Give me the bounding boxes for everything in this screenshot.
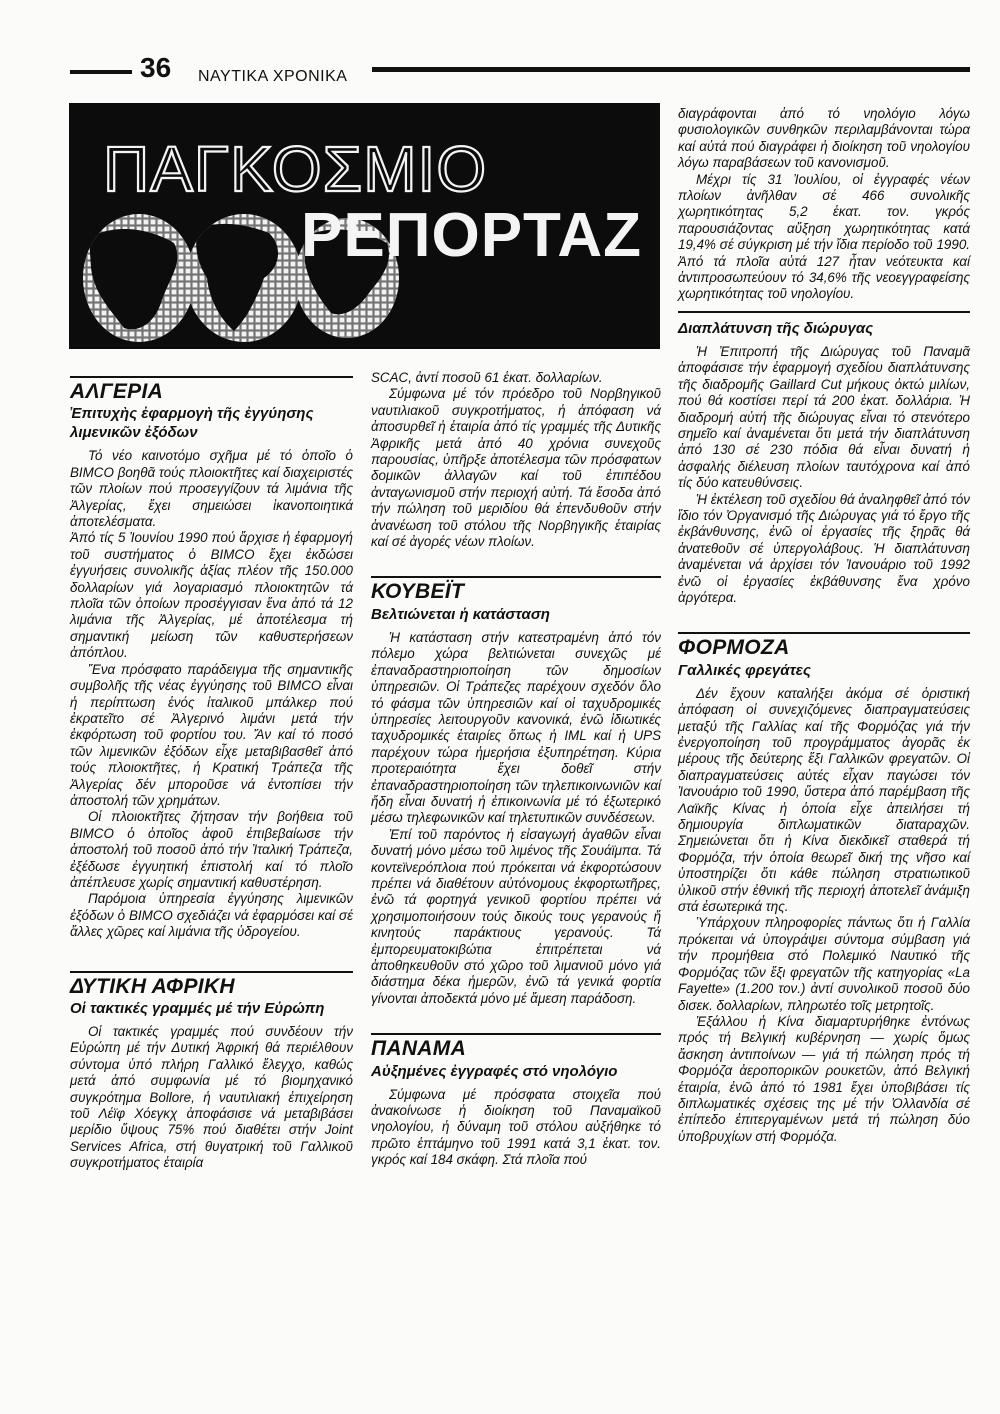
subhead-kuwait: Βελτιώνεται ἡ κατάσταση bbox=[371, 605, 550, 623]
paragraph: διαγράφονται ἀπό τό νηολόγιο λόγω φυσιολογικῶν συνθηκῶν περιλαμβάνονται τώρα καί αὐτά πού διαγράφει ἡ διοίκηση τοῦ νηολογίου λόγω παραβάσεων τοῦ κανονισμοῦ. bbox=[678, 106, 970, 171]
paragraph: Σύμφωνα μέ πρόσφατα στοιχεῖα πού ἀνακοίνωσε ἡ διοίκηση τοῦ Παναμαϊκοῦ νηολογίου, ἡ δύναμη τοῦ στόλου αὐξήθηκε τό πρῶτο ἑπτάμηνο τοῦ 1991 κατά 3,1 ἑκατ. τον. γκρός καί 184 σκάφη. Στά πλοῖα πού bbox=[371, 1086, 661, 1168]
section-rule bbox=[678, 311, 970, 313]
paragraph: Ἡ Ἐπιτροπή τῆς Διώρυγας τοῦ Παναμᾶ ἀποφάσισε τήν ἐφαρμογή σχεδίου διαπλάτυνσης τῆς διαδρομῆς Gaillard Cut μήκους ὀκτώ μιλίων, πού θά κοστίσει περί τά 200 ἑκατ. δολλάρια. Ἡ διαδρομή αὐτή τῆς διώρυγας εἶναι τό στενότερο σημεῖο καί ἀναμένεται ὅτι μετά τήν διαπλάτυνση ἀπό 130 σέ 230 πόδια θά εἶναι δυνατή ἡ ἀσφαλής διέλευση πλοίων ταυτόχρονα καί ἀπό τίς δύο κατευθύνσεις. bbox=[678, 343, 970, 491]
subhead-canal: Διαπλάτυνση τῆς διώρυγας bbox=[678, 319, 874, 337]
paragraph: Ὑπάρχουν πληροφορίες πάντως ὅτι ἡ Γαλλία πρόκειται νά ὑπογράψει σύντομα σύμβαση γιά τήν προμήθεια στό Πολεμικό Ναυτικό τῆς Φορμόζας τῶν ἕξι φρεγατῶν τῆς κατηγορίας «La Fayette» (1.200 τον.) ἀντί συνολικοῦ ποσοῦ δύο δισεκ. δολλαρίων, πληρωτέο τοῖς μετρητοῖς. bbox=[678, 915, 970, 1013]
paragraph: Οἱ τακτικές γραμμές πού συνδέουν τήν Εὐρώπη μέ τήν Δυτική Ἀφρική θά περιέλθουν σύντομα ὑπό πλήρη Γαλλικό ἔλεγχο, καθώς μετά ἀπό συμφωνία μέ τό βιομηχανικό συγκρότημα Bollore, ἡ ναυτιλιακή ἐπιχείρηση τοῦ Λέϊφ Χόεγκχ ἀποφάσισε νά μεταβιβάσει μερίδιο ὕψους 75% πού διαθέτει στήν Joint Services Africa, στή θυγατρική τοῦ Γαλλικοῦ συγκροτήματος ἑταιρία bbox=[70, 1024, 353, 1171]
world-report-banner bbox=[69, 103, 660, 349]
header-rule-right bbox=[372, 67, 970, 72]
paragraph: Ἐπί τοῦ παρόντος ἡ εἰσαγωγή ἀγαθῶν εἶναι δυνατή μόνο μέσω τοῦ λιμένος τῆς Σουάϊμπα. Τά κοντεϊνερόπλοια πού πρόκειται νά ἐκφορτώσουν πρέπει νά διαθέτουν αὐτόνομους ἐκφορτωτῆρες, ἐνῶ τά φορτηγά γενικοῦ φορτίου πρέπει νά χρησιμοποιήσουν τούς δικούς τους γερανούς ἤ κινητούς παράκτιους γερανούς. Τά ἐμπορευματοκιβώτια ἐπιτρέπεται νά ἀποθηκευθοῦν στό χῶρο τοῦ λιμανιοῦ μόνο γιά διάστημα δέκα ἡμερῶν, ἐνῶ τά γενικά φορτία γίνονται ἀποδεκτά μόνο μέ ἄμεση παράδοση. bbox=[371, 826, 661, 1006]
paragraph: Ἕνα πρόσφατο παράδειγμα τῆς σημαντικῆς συμβολῆς τῆς νέας ἐγγύησης τοῦ BIMCO εἶναι ἡ περίπτωση ἑνός ἰταλικοῦ μπάλκερ πού ἐκρατεῖτο σέ Ἀλγερινό λιμάνι μετά τήν ἐκφόρτωση τοῦ φορτίου του. Ἄν καί τό ποσό τῶν λιμενικῶν ἐξόδων εἶχε μεταβιβασθεῖ ἀπό τούς πλοιοκτῆτες, ἡ Κρατική Τράπεζα τῆς Ἀλγερίας δέν μποροῦσε νά ἐντοπίσει τήν ἀποστολή τῶν χρημάτων. bbox=[70, 661, 353, 808]
globe-graphic bbox=[69, 103, 660, 349]
paragraph: Δέν ἔχουν καταλήξει ἀκόμα σέ ὁριστική ἀπόφαση οἱ συνεχιζόμενες διαπραγματεύσεις μεταξύ τῆς Γαλλίας καί τῆς Φορμόζας γιά τήν ἐνεργοποίηση τοῦ προγράμματος ἀγορᾶς ἐκ μέρους τῆς δεύτερης ἕξι Γαλλικῶν φρεγατῶν. Οἱ διαπραγματεύσεις αὐτές εἶχαν παγώσει τόν Ἰανουάριο τοῦ 1990, ὕστερα ἀπό παρέμβαση τῆς Λαϊκῆς Κίνας ἡ ὁποία εἶχε ἀπειλήσει τή δημιουργία διπλωματικῶν διαταραχῶν. Σημειώνεται ὅτι ἡ Κίνα διεκδικεῖ σταθερά τή Φορμόζα, τήν ὁποία θεωρεῖ δική της νῆσο καί ὑποστηρίζει ὅτι κάθε πώληση στρατιωτικοῦ ὑλικοῦ στήν ἐθνική τῆς περιοχή ἀποτελεῖ ἀνάμιξη στά ἐσωτερικά της. bbox=[678, 685, 970, 915]
paragraph: Τό νέο καινοτόμο σχῆμα μέ τό ὁποῖο ὁ BIMCO βοηθᾶ τούς πλοιοκτῆτες καί διαχειριστές τῶν πλοίων πού προσεγγίζουν τά λιμάνια τῆς Ἀλγερίας, ἔχει σημειώσει ἱκανοποιητικά ἀποτελέσματα. bbox=[70, 448, 353, 530]
subhead-panama: Αὐξημένες ἐγγραφές στό νηολόγιο bbox=[371, 1062, 618, 1080]
globe-left bbox=[79, 208, 199, 348]
section-title-panama: ΠΑΝΑΜΑ bbox=[371, 1037, 467, 1061]
globe-middle bbox=[179, 208, 309, 348]
publication-name: ΝΑΥΤΙΚΑ ΧΡΟΝΙΚΑ bbox=[198, 68, 348, 85]
paragraph: Μέχρι τίς 31 Ἰουλίου, οἱ ἐγγραφές νέων πλοίων ἀνῆλθαν σέ 466 συνολικῆς χωρητικότητας 5,2 ἑκατ. τον. γκρός παρουσιάζοντας αὔξηση χωρητικότητας κατά 19,4% σέ σύγκριση μέ τήν ἴδια περίοδο τοῦ 1990. Ἀπό τά πλοῖα αὐτά 127 ἦταν νεότευκτα καί ἀντιπροσωπεύουν τό 34,6% τῆς νεοεγγραφείσης χωρητικότητας τοῦ νηολογίου. bbox=[678, 171, 970, 302]
header-rule-left bbox=[70, 70, 132, 74]
section-rule bbox=[70, 376, 353, 378]
section-rule bbox=[70, 971, 353, 973]
paragraph: Ἡ κατάσταση στήν κατεστραμένη ἀπό τόν πόλεμο χώρα βελτιώνεται συνεχῶς μέ ἐπαναδραστηριοποίηση τῶν δημοσίων ὑπηρεσιῶν. Οἱ Τράπεζες παρέχουν σχεδόν ὅλο τό φάσμα τῶν ὑπηρεσιῶν καί οἱ ταχυδρομικές ὑπηρεσίες λειτουργοῦν κανονικά, ἐνῶ ἰδιωτικές ταχυδρομικές ἑταιρίες ὅπως ἡ IML καί ἡ UPS παρέχουν τώρα ἡμερήσια ἐξυπηρέτηση. Κύρια προτεραιότητα ἔχει δοθεῖ στήν ἐπαναδραστηριοποίηση τῶν τηλεπικοινωνιῶν καί ἤδη εἶναι δυνατή ἡ ἐπικοινωνία μέ τό ἐξωτερικό μέσω τηλεφωνικῶν καί τηλετυπικῶν συνδέσεων. bbox=[371, 629, 661, 826]
section-rule bbox=[678, 632, 970, 634]
column-3 bbox=[678, 106, 970, 1145]
page-number: 36 bbox=[140, 52, 172, 83]
paragraph: Παρόμοια ὑπηρεσία ἐγγύησης λιμενικῶν ἐξόδων ὁ BIMCO σχεδιάζει νά ἐφαρμόσει καί σέ ἄλλες χῶρες καί λιμάνια τῆς ὑδρογείου. bbox=[70, 891, 353, 940]
banner-title-line2: ΡΕΠΟΡΤΑΖ bbox=[301, 201, 642, 270]
paragraph: Σύμφωνα μέ τόν πρόεδρο τοῦ Νορβηγικοῦ ναυτιλιακοῦ συγκροτήματος, ἡ ἀπόφαση νά ἀποσυρθεῖ ἡ ἑταιρία ἀπό τίς γραμμές τῆς Δυτικῆς Ἀφρικῆς μετά ἀπό 40 χρόνια συνεχοῦς παρουσίας, ὑπῆρξε ἀποτέλεσμα τῶν πρόσφατων δομικῶν ἀλλαγῶν καί τοῦ ἐπιπέδου ἀνταγωνισμοῦ στήν περιοχή αὐτή. Τά ἔσοδα ἀπό τήν πώληση τοῦ μεριδίου θά ἐπενδυθοῦν στήν ἀνανέωση τοῦ στόλου τῆς Νορβηγικῆς ἑταιρίας καί σέ ἀγορές νέων πλοίων. bbox=[371, 386, 661, 550]
subhead-west-africa: Οἱ τακτικές γραμμές μέ τήν Εὐρώπη bbox=[70, 1000, 325, 1017]
column-2 bbox=[371, 370, 661, 1169]
subhead-formosa: Γαλλικές φρεγάτες bbox=[678, 661, 811, 679]
section-rule bbox=[371, 1033, 661, 1035]
section-title-west-africa: ΔΥΤΙΚΗ ΑΦΡΙΚΗ bbox=[70, 974, 235, 998]
paragraph: Οἱ πλοιοκτῆτες ζήτησαν τήν βοήθεια τοῦ BIMCO ὁ ὁποῖος ἀφοῦ ἐπιβεβαίωσε τήν ἀποστολή τοῦ ποσοῦ ἀπό τήν Ἰταλική Τράπεζα, ἐξέδωσε ἐγγυητική ἐπιστολή καί τό πλοῖο ἀπέπλευσε χωρίς σημαντική καθυστέρηση. bbox=[70, 809, 353, 890]
section-rule bbox=[371, 576, 661, 578]
paragraph: Ἐξάλλου ἡ Κίνα διαμαρτυρήθηκε ἐντόνως πρός τή Βελγική κυβέρνηση — χωρίς ὅμως ἄσκηση ἀντιποίνων — γιά τή πώληση πρός τή Φορμόζα ἀεροπορικῶν ρουκετῶν, ἀπό Βελγική ἑταιρία, ἐνῶ ἀπό τό 1981 ἔχει ὑποβιβάσει τίς διπλωματικές σχέσεις της μέ τήν Ὀλλανδία σέ ἐπίπεδο ἐπιτεργαμένων μετά τή πώληση δύο ὑποβρυχίων στή Φορμόζα. bbox=[678, 1013, 970, 1144]
section-title-algeria: ΑΛΓΕΡΙΑ bbox=[70, 380, 164, 403]
paragraph: Ἀπό τίς 5 Ἰουνίου 1990 πού ἄρχισε ἡ ἐφαρμογή τοῦ συστήματος ὁ BIMCO ἔχει ἐκδώσει ἐγγυήσεις συνολικῆς ἀξίας πλέον τῆς 150.000 δολλαρίων γιά λογαριασμό πλοιοκτητῶν τά πλοῖα τῶν ὁποίων προσέγγισαν ἕνα ἀπό τά 12 λιμάνια τῆς Ἀλγερίας, μέ ἀποτέλεσμα τή σημαντική μείωση τῶν καθυστερήσεων ἀπόπλου. bbox=[70, 530, 353, 661]
section-title-kuwait: ΚΟΥΒΕΪΤ bbox=[371, 580, 465, 604]
paragraph: SCAC, ἀντί ποσοῦ 61 ἑκατ. δολλαρίων. bbox=[371, 370, 603, 385]
column-1 bbox=[70, 376, 353, 1172]
paragraph: Ἡ ἐκτέλεση τοῦ σχεδίου θά ἀναληφθεῖ ἀπό τόν ἴδιο τόν Ὀργανισμό τῆς Διώρυγας γιά τό ἔργο τῆς ἐκβάνθυνσης, ἐνῶ οἱ ἐργασίες τῆς ξηρᾶς θά ἀνατεθοῦν σέ ὑπεργολάβους. Ἡ διαπλάτυνση ἀναμένεται νά ἀρχίσει τόν Ἰανουάριο τοῦ 1992 ἐνῶ οἱ ἐργασίες ἐκβάθυνσης ἕνα χρόνο ἀργότερα. bbox=[678, 491, 970, 605]
banner-title-line1: ΠΑΓΚΟΣΜΙΟ bbox=[103, 133, 488, 205]
section-title-formosa: ΦΟΡΜΟΖΑ bbox=[678, 636, 790, 660]
subhead-algeria: Ἐπιτυχὴς ἐφαρμογὴ τῆς ἐγγύησης λιμενικῶν ἐξόδων bbox=[70, 405, 314, 442]
